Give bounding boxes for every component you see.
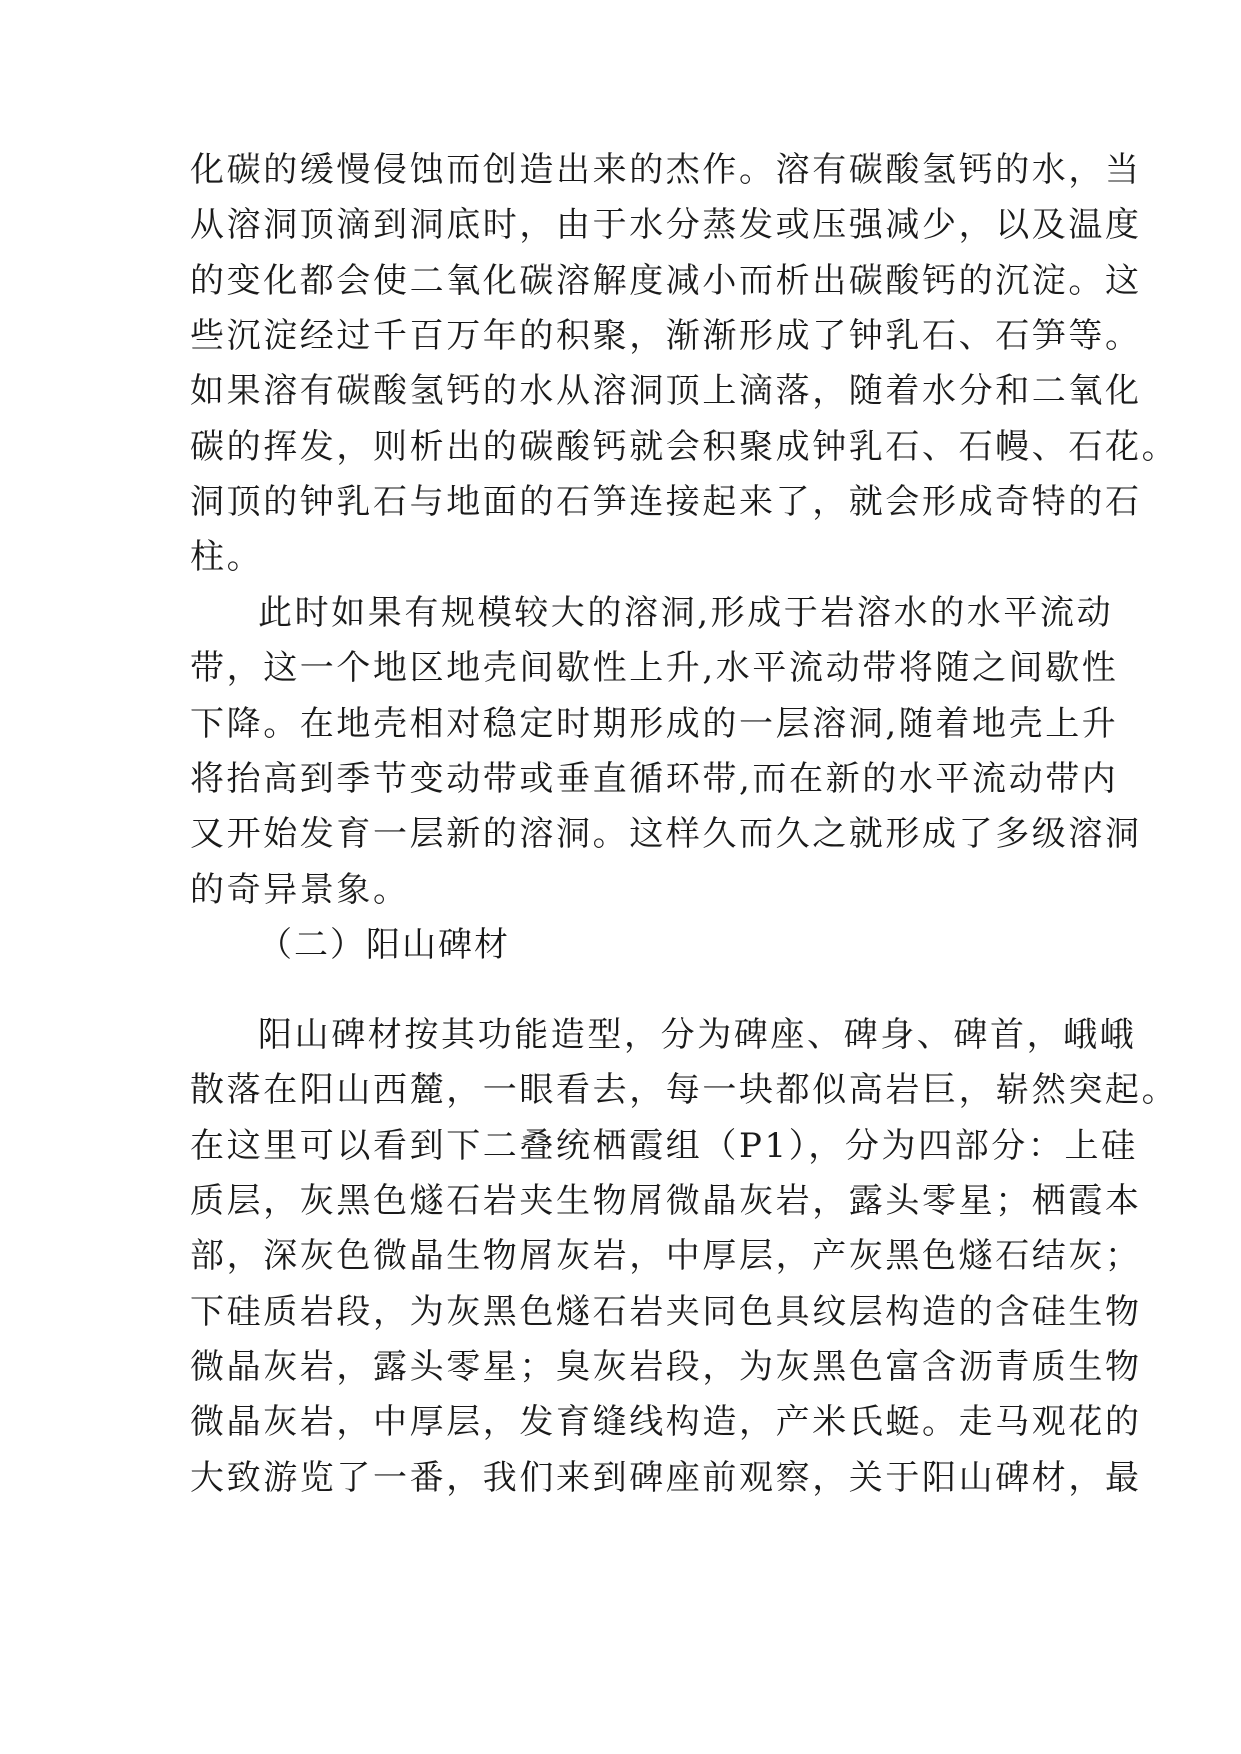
- text-line: 的奇异景象。: [190, 870, 410, 910]
- text-line: 将抬高到季节变动带或垂直循环带,而在新的水平流动带内: [190, 759, 1119, 799]
- section-heading: （二）阳山碑材: [258, 925, 510, 965]
- text-line: 部，深灰色微晶生物屑灰岩，中厚层，产灰黑色燧石结灰；: [190, 1236, 1142, 1276]
- text-line: 如果溶有碳酸氢钙的水从溶洞顶上滴落，随着水分和二氧化: [190, 371, 1142, 411]
- text-line: 的变化都会使二氧化碳溶解度减小而析出碳酸钙的沉淀。这: [190, 261, 1142, 301]
- text-line: 洞顶的钟乳石与地面的石笋连接起来了，就会形成奇特的石: [190, 482, 1142, 522]
- text-line: 些沉淀经过千百万年的积聚，渐渐形成了钟乳石、石笋等。: [190, 316, 1142, 356]
- text-line: 碳的挥发，则析出的碳酸钙就会积聚成钟乳石、石幔、石花。: [190, 427, 1179, 467]
- text-line: 化碳的缓慢侵蚀而创造出来的杰作。溶有碳酸氢钙的水，当: [190, 150, 1142, 190]
- text-line: 阳山碑材按其功能造型，分为碑座、碑身、碑首，峨峨: [258, 1015, 1137, 1055]
- text-line: 质层，灰黑色燧石岩夹生物屑微晶灰岩，露头零星；栖霞本: [190, 1181, 1142, 1221]
- text-line: 下降。在地壳相对稳定时期形成的一层溶洞,随着地壳上升: [190, 704, 1119, 744]
- text-line: 带，这一个地区地壳间歇性上升,水平流动带将随之间歇性: [190, 648, 1119, 688]
- text-line: 下硅质岩段，为灰黑色燧石岩夹同色具纹层构造的含硅生物: [190, 1292, 1142, 1332]
- text-line: 散落在阳山西麓，一眼看去，每一块都似高岩巨，崭然突起。: [190, 1070, 1179, 1110]
- text-line: 微晶灰岩，中厚层，发育缝线构造，产米氏蜓。走马观花的: [190, 1402, 1142, 1442]
- text-line: 微晶灰岩，露头零星；臭灰岩段，为灰黑色富含沥青质生物: [190, 1347, 1142, 1387]
- text-line: 从溶洞顶滴到洞底时，由于水分蒸发或压强减少，以及温度: [190, 205, 1142, 245]
- text-line: 大致游览了一番，我们来到碑座前观察，关于阳山碑材，最: [190, 1458, 1142, 1498]
- text-line: 此时如果有规模较大的溶洞,形成于岩溶水的水平流动: [258, 593, 1114, 633]
- text-line: 又开始发育一层新的溶洞。这样久而久之就形成了多级溶洞: [190, 814, 1142, 854]
- text-line: 柱。: [190, 537, 264, 577]
- text-line: 在这里可以看到下二叠统栖霞组（P1），分为四部分：上硅: [190, 1126, 1138, 1166]
